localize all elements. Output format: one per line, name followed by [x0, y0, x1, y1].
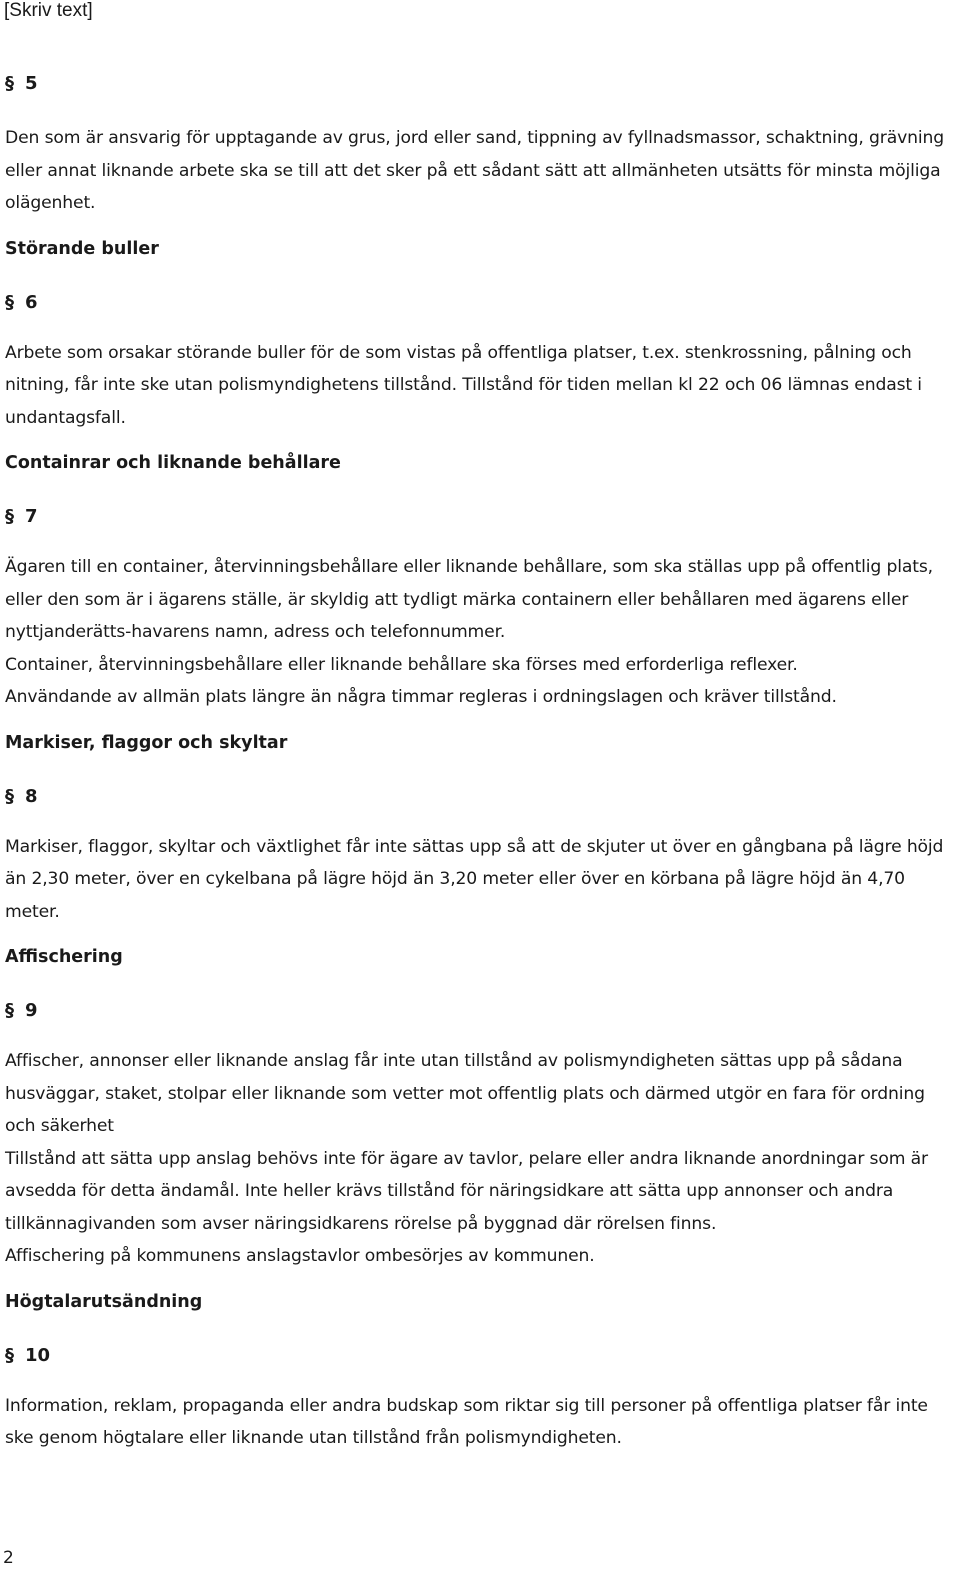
section-number: § 7: [5, 506, 38, 527]
section-symbol: §: [5, 1000, 14, 1021]
section-number: § 9: [5, 1000, 38, 1021]
section-heading: Containrar och liknande behållare: [5, 453, 341, 473]
section-number: § 8: [5, 785, 38, 807]
section-symbol: §: [5, 785, 14, 807]
section-paragraph: Användande av allmän plats längre än några timmar regleras i ordningslagen och kräver tillstånd.: [5, 687, 837, 707]
document-body: [5, 60, 950, 1455]
section-paragraph: Arbete som orsakar störande buller för de som vistas på offentliga platser, t.ex. stenkrossning, pålning och nitning, får inte ske utan polismyndighetens tillstånd. Tillstånd för tiden mellan kl 22 och 06 lämnas endast i undantagsfall.: [5, 342, 922, 428]
section-8: [5, 732, 950, 929]
section-heading: Affischering: [5, 947, 123, 967]
section-symbol: §: [5, 291, 14, 313]
section-paragraph: Ägaren till en container, återvinningsbehållare eller liknande behållare, som ska ställas upp på offentlig plats, eller den som är i ägarens ställe, är skyldig att tydligt märka containern eller behållaren med ägarens eller nyttjanderätts-havarens namn, adress och telefonnummer.: [5, 557, 933, 642]
section-number: § 10: [5, 1344, 51, 1366]
section-heading: Störande buller: [5, 238, 159, 259]
section-number: § 5: [5, 73, 38, 94]
section-paragraph: Markiser, flaggor, skyltar och växtlighet får inte sättas upp så att de skjuter ut över en gångbana på lägre höjd än 2,30 meter, över en cykelbana på lägre höjd än 3,20 meter eller över en körbana på lägre höjd än 4,70 meter.: [5, 836, 944, 922]
section-heading: Markiser, flaggor och skyltar: [5, 732, 288, 753]
section-symbol: §: [5, 1344, 14, 1366]
section-paragraph: Affischering på kommunens anslagstavlor ombesörjes av kommunen.: [5, 1246, 595, 1266]
section-9: [5, 946, 950, 1273]
section-5: [5, 73, 950, 220]
section-symbol: §: [5, 506, 14, 527]
section-heading: Högtalarutsändning: [5, 1291, 203, 1312]
section-10: [5, 1291, 950, 1455]
section-paragraph: Affischer, annonser eller liknande anslag får inte utan tillstånd av polismyndigheten sättas upp på sådana husväggar, staket, stolpar eller liknande som vetter mot offentlig plats och därmed utgör en fara för ordning och säkerhet: [5, 1051, 925, 1136]
section-number: § 6: [5, 291, 38, 313]
page-header: [Skriv text]: [4, 0, 93, 21]
section-7: [5, 452, 950, 714]
section-paragraph: Information, reklam, propaganda eller andra budskap som riktar sig till personer på offentliga platser får inte ske genom högtalare eller liknande utan tillstånd från polismyndigheten.: [5, 1395, 928, 1448]
section-paragraph: Tillstånd att sätta upp anslag behövs inte för ägare av tavlor, pelare eller andra liknande anordningar som är avsedda för detta ändamål. Inte heller krävs tillstånd för näringsidkare att sätta upp annonser och andra tillkännagivanden som avser näringsidkarens rörelse på byggnad där rörelsen finns.: [5, 1148, 928, 1234]
section-symbol: §: [5, 73, 14, 94]
section-6: [5, 238, 950, 435]
section-paragraph: Den som är ansvarig för upptagande av grus, jord eller sand, tippning av fyllnadsmassor, schaktning, grävning eller annat liknande arbete ska se till att det sker på ett sådant sätt att allmänheten utsätts för minsta möjliga olägenhet.: [5, 128, 944, 213]
page-number: 2: [3, 1548, 14, 1568]
section-paragraph: Container, återvinningsbehållare eller liknande behållare ska förses med erforderliga reflexer.: [5, 654, 798, 675]
